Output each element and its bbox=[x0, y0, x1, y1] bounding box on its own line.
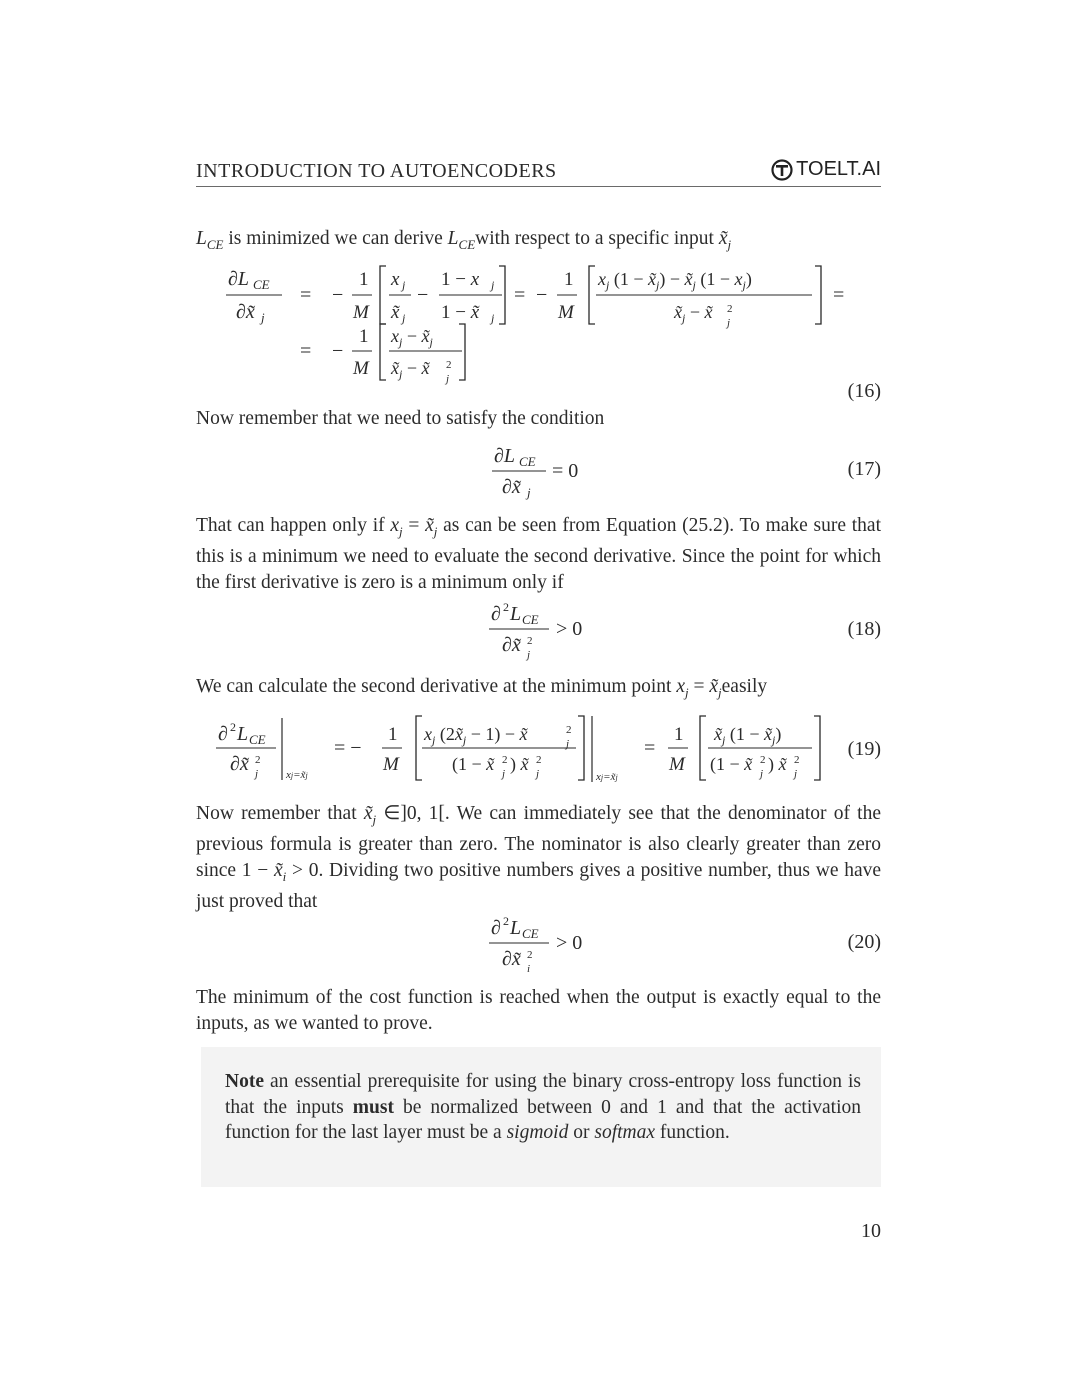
logo-text: TOELT.AI bbox=[796, 158, 881, 180]
svg-text:∂L: ∂L bbox=[494, 445, 516, 467]
svg-text:M: M bbox=[669, 754, 685, 775]
equation-number: (18) bbox=[847, 618, 881, 640]
svg-text:= −: = − bbox=[334, 737, 362, 759]
svg-text:M: M bbox=[383, 754, 399, 775]
svg-text:j: j bbox=[566, 738, 570, 750]
svg-text:∂: ∂ bbox=[218, 723, 228, 745]
svg-text:∂x̃: ∂x̃ bbox=[502, 634, 521, 656]
svg-text:∂x̃: ∂x̃ bbox=[236, 301, 255, 323]
svg-text:= 0: = 0 bbox=[552, 460, 579, 482]
svg-text:L: L bbox=[237, 723, 249, 745]
svg-text:> 0: > 0 bbox=[556, 618, 583, 640]
svg-text:x̃: x̃ bbox=[391, 302, 400, 323]
svg-text:j: j bbox=[727, 317, 731, 329]
header-title: INTRODUCTION TO AUTOENCODERS bbox=[196, 160, 557, 182]
svg-text:CE: CE bbox=[253, 277, 270, 292]
equation-18 bbox=[196, 598, 881, 662]
svg-text:2: 2 bbox=[503, 914, 509, 928]
svg-text:−: − bbox=[332, 284, 344, 306]
svg-text:xj=x̃j: xj=x̃j bbox=[286, 769, 308, 781]
paragraph-text: We can immediately see that the denominator of the previous formula is greater than zero. The nominator is also clearly greater than zero since bbox=[196, 803, 881, 881]
svg-text:∂x̃: ∂x̃ bbox=[502, 476, 521, 498]
svg-text:2: 2 bbox=[760, 754, 766, 766]
svg-text:1: 1 bbox=[359, 269, 369, 290]
svg-text:M: M bbox=[353, 302, 369, 323]
svg-text:1 − x: 1 − x bbox=[441, 269, 480, 290]
equation-number: (20) bbox=[847, 931, 881, 953]
paragraph-text: easily bbox=[721, 676, 768, 697]
svg-text:2: 2 bbox=[566, 724, 572, 736]
running-header bbox=[196, 158, 881, 187]
svg-text:2: 2 bbox=[727, 303, 733, 315]
svg-text:=: = bbox=[514, 284, 526, 306]
svg-text:j: j bbox=[527, 485, 531, 500]
equation-number: (19) bbox=[847, 738, 881, 760]
paragraph-text: . Dividing two positive numbers gives a positive number, thus we have just proved that bbox=[196, 859, 881, 913]
svg-text:xj (2x̃j − 1) − x̃: $x_j$ $(2x̃_j - 1)$ − x̃ bbox=[424, 724, 528, 747]
equation-20 bbox=[196, 912, 881, 976]
svg-text:j: j bbox=[502, 768, 506, 780]
svg-text:∂x̃: ∂x̃ bbox=[230, 753, 249, 775]
svg-text:=: = bbox=[300, 284, 312, 306]
svg-text:∂: ∂ bbox=[491, 917, 501, 939]
svg-text:xj=x̃j: xj=x̃j bbox=[596, 771, 618, 783]
svg-text:) x̃: ) x̃ bbox=[510, 754, 529, 774]
svg-text:=: = bbox=[644, 737, 656, 759]
paragraph: $L_{CE}$ is minimized we can derive $L_{CE}with$ respect to a specific input $x̃_j$ bbox=[196, 228, 732, 252]
note-text: Note an essential prerequisite for using the binary cross-entropy loss function is that the inputs must be normalized between 0 and 1 and that the activation function for the last layer must be a sigmoid or softmax function. bbox=[225, 1071, 861, 1143]
svg-text:j: j bbox=[491, 278, 495, 292]
svg-text:∂x̃: ∂x̃ bbox=[502, 948, 521, 970]
paragraph-text: with respect to a specific input bbox=[475, 228, 719, 249]
svg-text:2: 2 bbox=[503, 600, 509, 614]
paragraph: We can calculate the second derivative at the minimum point $x_j$ = $x̃_jeasily$ bbox=[196, 676, 768, 700]
svg-text:2: 2 bbox=[794, 754, 800, 766]
svg-text:x̃j − x̃: $x̃_j$ − x̃ bbox=[674, 302, 713, 325]
svg-text:=: = bbox=[833, 284, 845, 306]
paragraph: Now remember that we need to satisfy the condition bbox=[196, 408, 605, 429]
paragraph-text: We can calculate the second derivative at the minimum point bbox=[196, 676, 677, 697]
svg-text:CE: CE bbox=[522, 612, 539, 627]
svg-text:CE: CE bbox=[519, 454, 536, 469]
svg-text:> 0: > 0 bbox=[556, 932, 583, 954]
svg-text:∂: ∂ bbox=[491, 603, 501, 625]
equation-number: (16) bbox=[847, 380, 881, 402]
svg-text:−: − bbox=[332, 340, 344, 362]
note-lead: Note bbox=[225, 1071, 264, 1092]
svg-text:j: j bbox=[402, 278, 406, 292]
toelt-logo-icon bbox=[771, 159, 793, 181]
paragraph: Now remember that $x̃_j$ ∈]0, 1[. We can immediately see that the denominator of the previous formula is greater than zero. The nominator is also clearly greater than zero since $1 - x̃_i > 0$. Dividing two positive numbers gives a positive number, thus we have just proved that bbox=[196, 803, 881, 913]
svg-text:j: j bbox=[536, 768, 540, 780]
equation-number: (17) bbox=[847, 458, 881, 480]
paragraph-text: is minimized we can derive bbox=[223, 228, 448, 249]
svg-text:x̃j (1 − x̃j): $x̃_j$ $(1 - x̃_j)$ bbox=[714, 724, 782, 747]
svg-text:j: j bbox=[446, 373, 450, 385]
paragraph-text: That can happen only if bbox=[196, 515, 391, 536]
svg-text:xj (1 − x̃j) − x̃j (1 − xj): $x_j$ $(1 - x̃_j)$ − $x̃_j$ $(1 - x_j)$ bbox=[598, 269, 752, 292]
paragraph-text: as can be seen from Equation (25.2). To make sure that this is a minimum we need to evaluate the second derivative. Since the point for which the first derivative is zero is a minimum only if bbox=[196, 515, 882, 593]
svg-text:−: − bbox=[536, 284, 548, 306]
svg-text:L: L bbox=[510, 603, 522, 625]
svg-text:1 − x̃: 1 − x̃ bbox=[441, 302, 480, 323]
svg-text:(1 − x̃: (1 − x̃ bbox=[452, 754, 495, 774]
page-number: 10 bbox=[861, 1220, 881, 1242]
svg-text:j: j bbox=[255, 768, 259, 780]
svg-text:2: 2 bbox=[255, 754, 261, 766]
svg-text:x: x bbox=[391, 269, 400, 290]
svg-text:j: j bbox=[760, 768, 764, 780]
svg-text:1: 1 bbox=[564, 269, 574, 290]
svg-text:2: 2 bbox=[502, 754, 508, 766]
paragraph: That can happen only if $x_j$ = $x̃_j$ as can be seen from Equation (25.2). To make sure that this is a minimum we need to evaluate the second derivative. Since the point for which the first derivative is zero is a minimum only if bbox=[196, 515, 882, 593]
svg-text:−: − bbox=[417, 284, 429, 306]
svg-text:2: 2 bbox=[536, 754, 542, 766]
equation-17 bbox=[196, 440, 881, 500]
logo bbox=[771, 158, 881, 181]
svg-text:2: 2 bbox=[230, 720, 236, 734]
svg-text:j: j bbox=[261, 310, 265, 325]
svg-text:2: 2 bbox=[446, 359, 452, 371]
svg-text:CE: CE bbox=[522, 926, 539, 941]
svg-text:j: j bbox=[402, 311, 406, 325]
svg-text:x̃j − x̃: $x̃_j$ − x̃ bbox=[391, 358, 430, 381]
svg-text:1: 1 bbox=[674, 724, 684, 745]
svg-text:j: j bbox=[491, 311, 495, 325]
svg-text:1: 1 bbox=[359, 326, 369, 347]
svg-text:j: j bbox=[794, 768, 798, 780]
svg-text:2: 2 bbox=[527, 949, 533, 961]
svg-text:i: i bbox=[527, 963, 531, 975]
svg-text:CE: CE bbox=[249, 732, 266, 747]
paragraph: The minimum of the cost function is reached when the output is exactly equal to the inputs, as we wanted to prove. bbox=[196, 987, 881, 1034]
svg-text:j: j bbox=[527, 649, 531, 661]
paragraph-text: Now remember that bbox=[196, 803, 364, 824]
svg-text:∂L: ∂L bbox=[228, 268, 250, 290]
svg-text:M: M bbox=[353, 358, 369, 379]
equation-16 bbox=[196, 260, 881, 385]
svg-text:2: 2 bbox=[527, 635, 533, 647]
note-box bbox=[201, 1047, 881, 1187]
svg-text:M: M bbox=[558, 302, 574, 323]
svg-text:1: 1 bbox=[388, 724, 398, 745]
equation-19 bbox=[196, 712, 881, 792]
svg-text:(1 − x̃: (1 − x̃ bbox=[710, 754, 753, 774]
svg-text:xj − x̃j: $x_j$ − $x̃_j$ bbox=[391, 326, 433, 349]
svg-text:=: = bbox=[300, 340, 312, 362]
svg-text:L: L bbox=[510, 917, 522, 939]
svg-text:) x̃: ) x̃ bbox=[768, 754, 787, 774]
